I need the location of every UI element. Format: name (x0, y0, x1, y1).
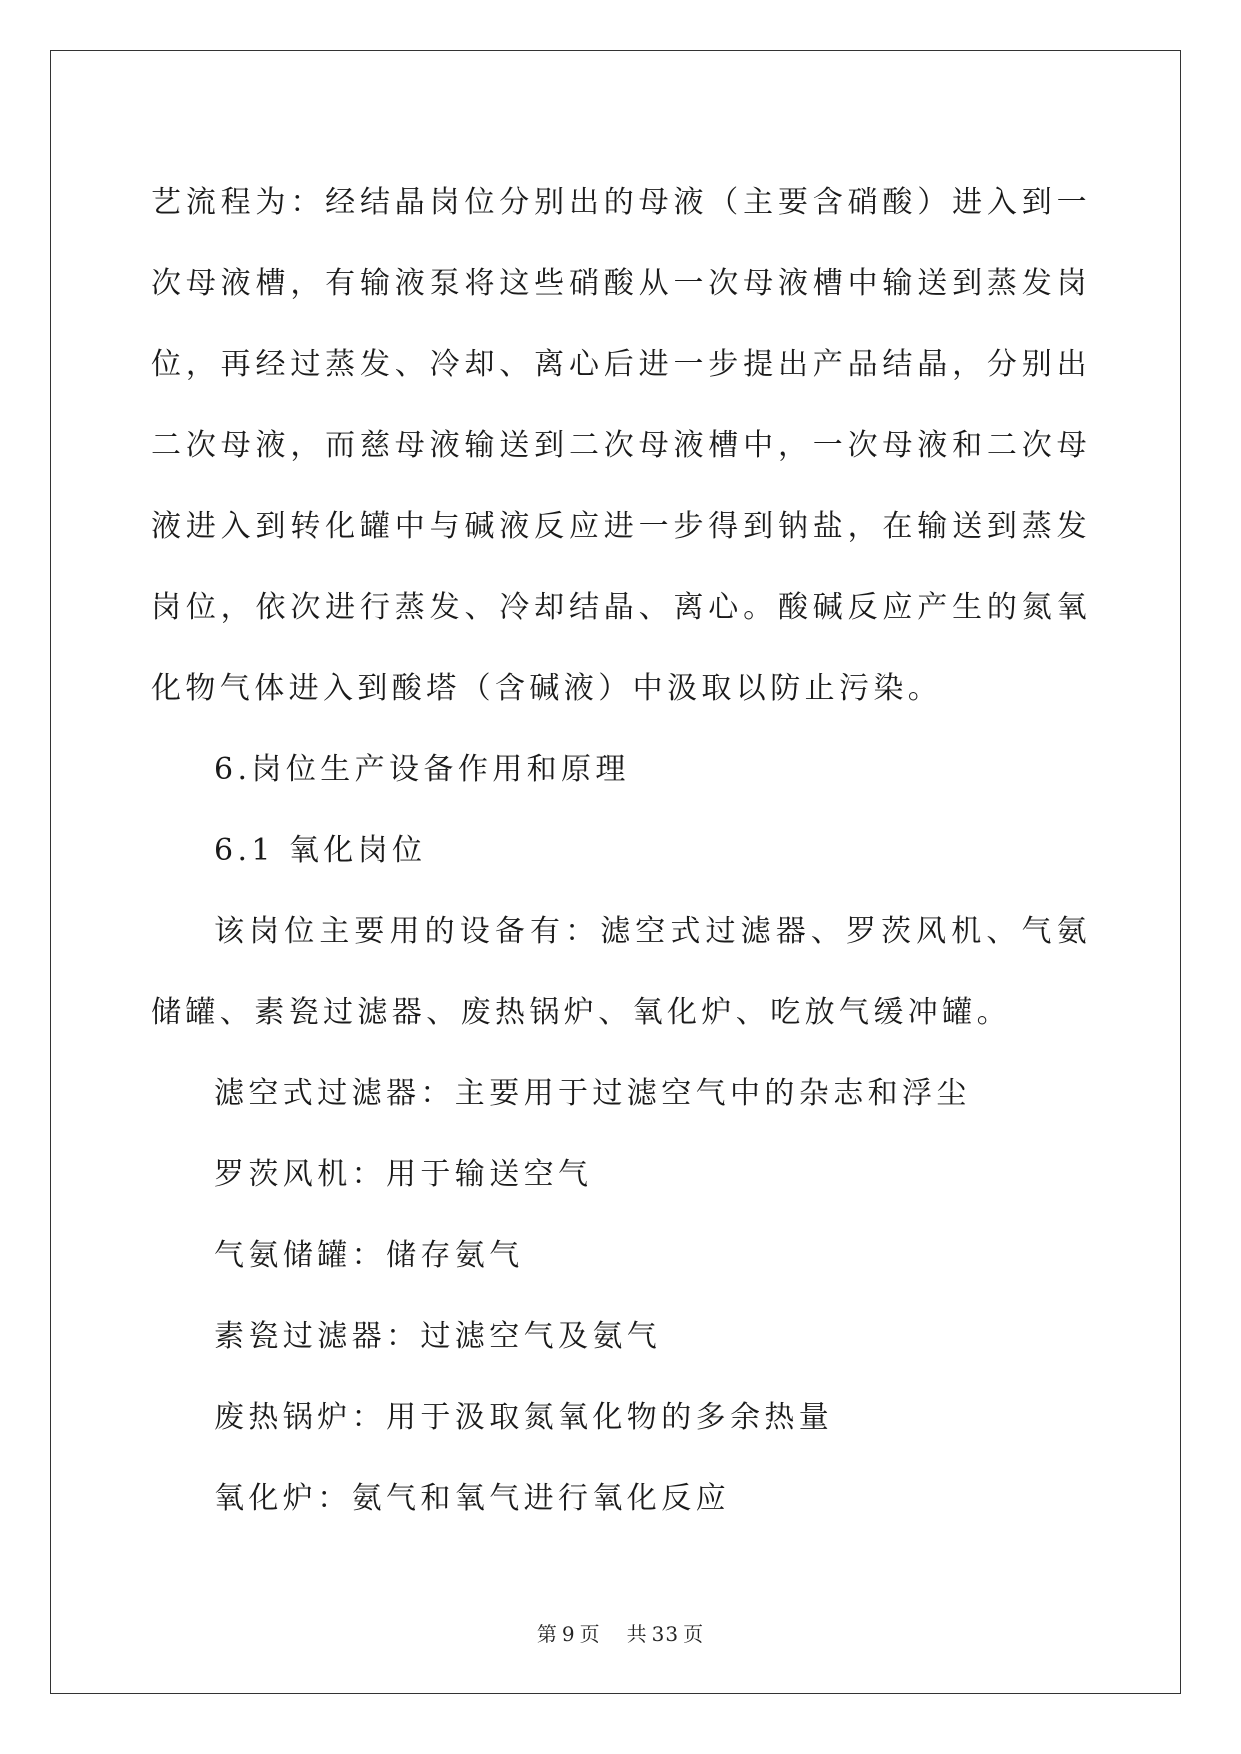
section-heading-6-1: 6.1 氧化岗位 (214, 833, 427, 868)
page-label-prefix: 第 (536, 1622, 558, 1646)
total-suffix: 页 (683, 1622, 705, 1646)
paragraph-process-flow: 艺流程为：经结晶岗位分别出的母液（主要含硝酸）进入到一次母液槽，有输液泵将这些硝酸从一次母液槽中输送到蒸发岗位，再经过蒸发、冷却、离心后进一步提出产品结晶，分别出二次母液，而慈母液输送到二次母液槽中，一次母液和二次母液进入到转化罐中与碱液反应进一步得到钠盐，在输送到蒸发岗位，依次进行蒸发、冷却结晶、离心。酸碱反应产生的氮氧化物气体进入到酸塔（含碱液）中汲取以防止污染。 (151, 185, 1091, 706)
paragraph-ammonia-tank: 气氨储罐：储存氨气 (214, 1238, 524, 1273)
paragraph-oxidation-furnace: 氧化炉：氨气和氧气进行氧化反应 (214, 1481, 730, 1516)
page-footer (0, 1618, 1241, 1647)
paragraph-equipment-list: 该岗位主要用的设备有：滤空式过滤器、罗茨风机、气氨储罐、素瓷过滤器、废热锅炉、氧化炉、吃放气缓冲罐。 (151, 914, 1091, 1030)
page-label-suffix: 页 (579, 1622, 601, 1646)
total-prefix: 共 (626, 1622, 648, 1646)
document-body (151, 162, 1091, 1539)
paragraph-waste-heat-boiler: 废热锅炉：用于汲取氮氧化物的多余热量 (214, 1400, 834, 1435)
page-number: 9 (561, 1622, 576, 1646)
paragraph-air-filter: 滤空式过滤器：主要用于过滤空气中的杂志和浮尘 (214, 1076, 971, 1111)
paragraph-porcelain-filter: 素瓷过滤器：过滤空气及氨气 (214, 1319, 662, 1354)
paragraph-roots-blower: 罗茨风机：用于输送空气 (214, 1157, 593, 1192)
total-pages: 33 (651, 1622, 680, 1646)
section-heading-6: 6.岗位生产设备作用和原理 (214, 752, 630, 787)
